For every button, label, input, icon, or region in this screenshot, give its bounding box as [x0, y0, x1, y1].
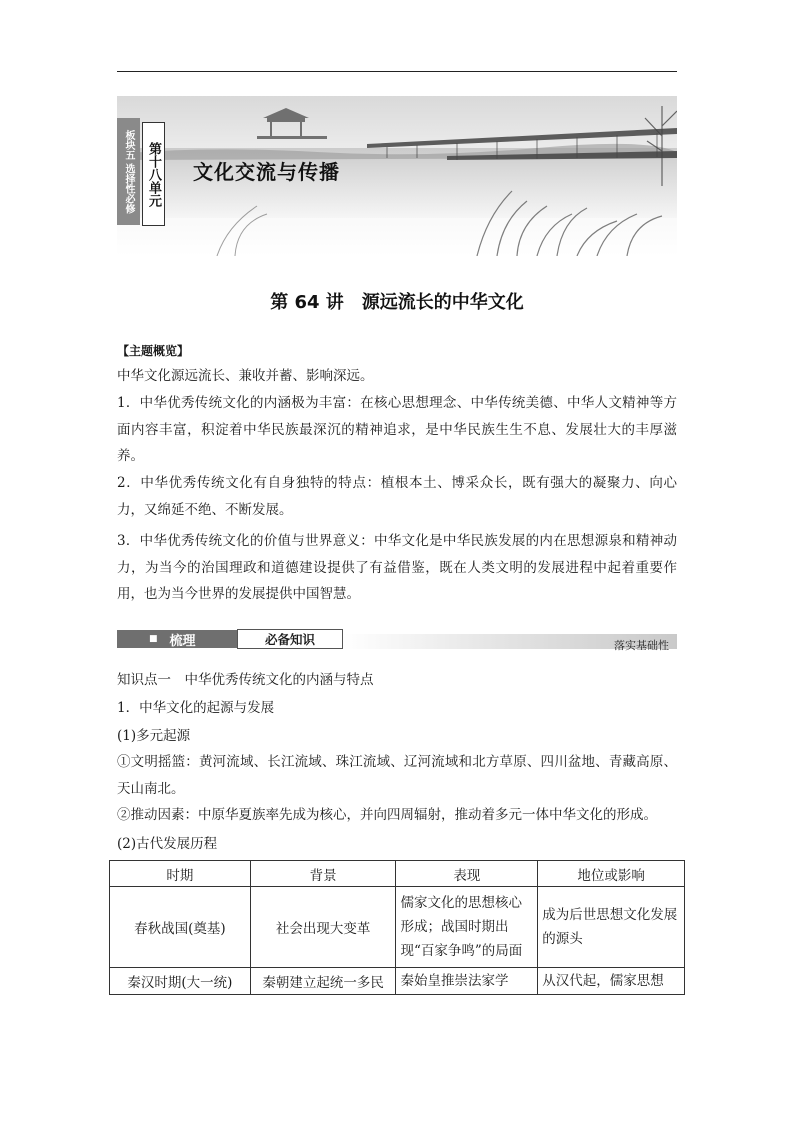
table-cell: 春秋战国(奠基) — [110, 887, 251, 968]
history-table — [109, 860, 685, 995]
table-cell: 秦始皇推崇法家学 — [396, 968, 538, 995]
volume-tab: 板块五 选择性必修 — [117, 118, 140, 225]
table-cell: 从汉代起，儒家思想 — [538, 968, 685, 995]
table-cell: 儒家文化的思想核心形成；战国时期出现“百家争鸣”的局面 — [396, 887, 538, 968]
knowledge-sub1b: (2)古代发展历程 — [117, 836, 218, 852]
unit-title: 文化交流与传播 — [193, 160, 340, 184]
section-bar — [117, 628, 677, 650]
section-right-label: 落实基础性 — [614, 639, 669, 652]
table-cell: 秦汉时期(大一统) — [110, 968, 251, 995]
overview-point-2: 2．中华优秀传统文化有自身独特的特点：植根本土、博采众长，既有强大的凝聚力、向心力，又绵延不绝、不断发展。 — [117, 475, 677, 518]
section-label-block — [117, 630, 237, 648]
overview-tag: 【主题概览】 — [117, 344, 190, 358]
knowledge-sub1: 1．中华文化的起源与发展 — [117, 700, 275, 716]
table-header: 表现 — [396, 861, 538, 887]
knowledge-item-1: ①文明摇篮：黄河流域、长江流域、珠江流域、辽河流域和北方草原、四川盆地、青藏高原、天山南北。 — [117, 754, 677, 797]
overview-point-1: 1．中华优秀传统文化的内涵极为丰富：在核心思想理念、中华传统美德、中华人文精神等方面内容丰富，积淀着中华民族最深沉的精神追求，是中华民族生生不息、发展壮大的丰厚滋养。 — [117, 395, 677, 464]
table-row — [110, 968, 685, 995]
header-rule — [117, 71, 677, 72]
table-cell: 成为后世思想文化发展的源头 — [538, 887, 685, 968]
table-header: 地位或影响 — [538, 861, 685, 887]
overview-point-3: 3．中华优秀传统文化的价值与世界意义：中华文化是中华民族发展的内在思想源泉和精神动力，为当今的治国理政和道德建设提供了有益借鉴，既在人类文明的发展进程中起着重要作用，也为当今世界的发展提供中国智慧。 — [117, 533, 677, 602]
overview-intro: 中华文化源远流长、兼收并蓄、影响深远。 — [117, 368, 374, 384]
unit-label: 第十八单元 — [142, 122, 165, 226]
table-header-row — [110, 861, 685, 887]
square-bullet-icon: ■ — [149, 634, 158, 644]
table-row — [110, 887, 685, 968]
unit-banner — [117, 96, 677, 256]
knowledge-item-2: ②推动因素：中原华夏族率先成为核心，并向四周辐射，推动着多元一体中华文化的形成。 — [117, 807, 657, 823]
knowledge-heading: 知识点一 中华优秀传统文化的内涵与特点 — [117, 672, 374, 688]
section-box-label: 必备知识 — [237, 629, 343, 649]
table-header: 时期 — [110, 861, 251, 887]
knowledge-sub1a: (1)多元起源 — [117, 728, 191, 744]
section-label: 梳理 — [169, 633, 196, 649]
lesson-title: 第 64 讲 源远流长的中华文化 — [270, 292, 524, 313]
table-header: 背景 — [250, 861, 396, 887]
table-cell: 秦朝建立起统一多民 — [250, 968, 396, 995]
table-cell: 社会出现大变革 — [250, 887, 396, 968]
